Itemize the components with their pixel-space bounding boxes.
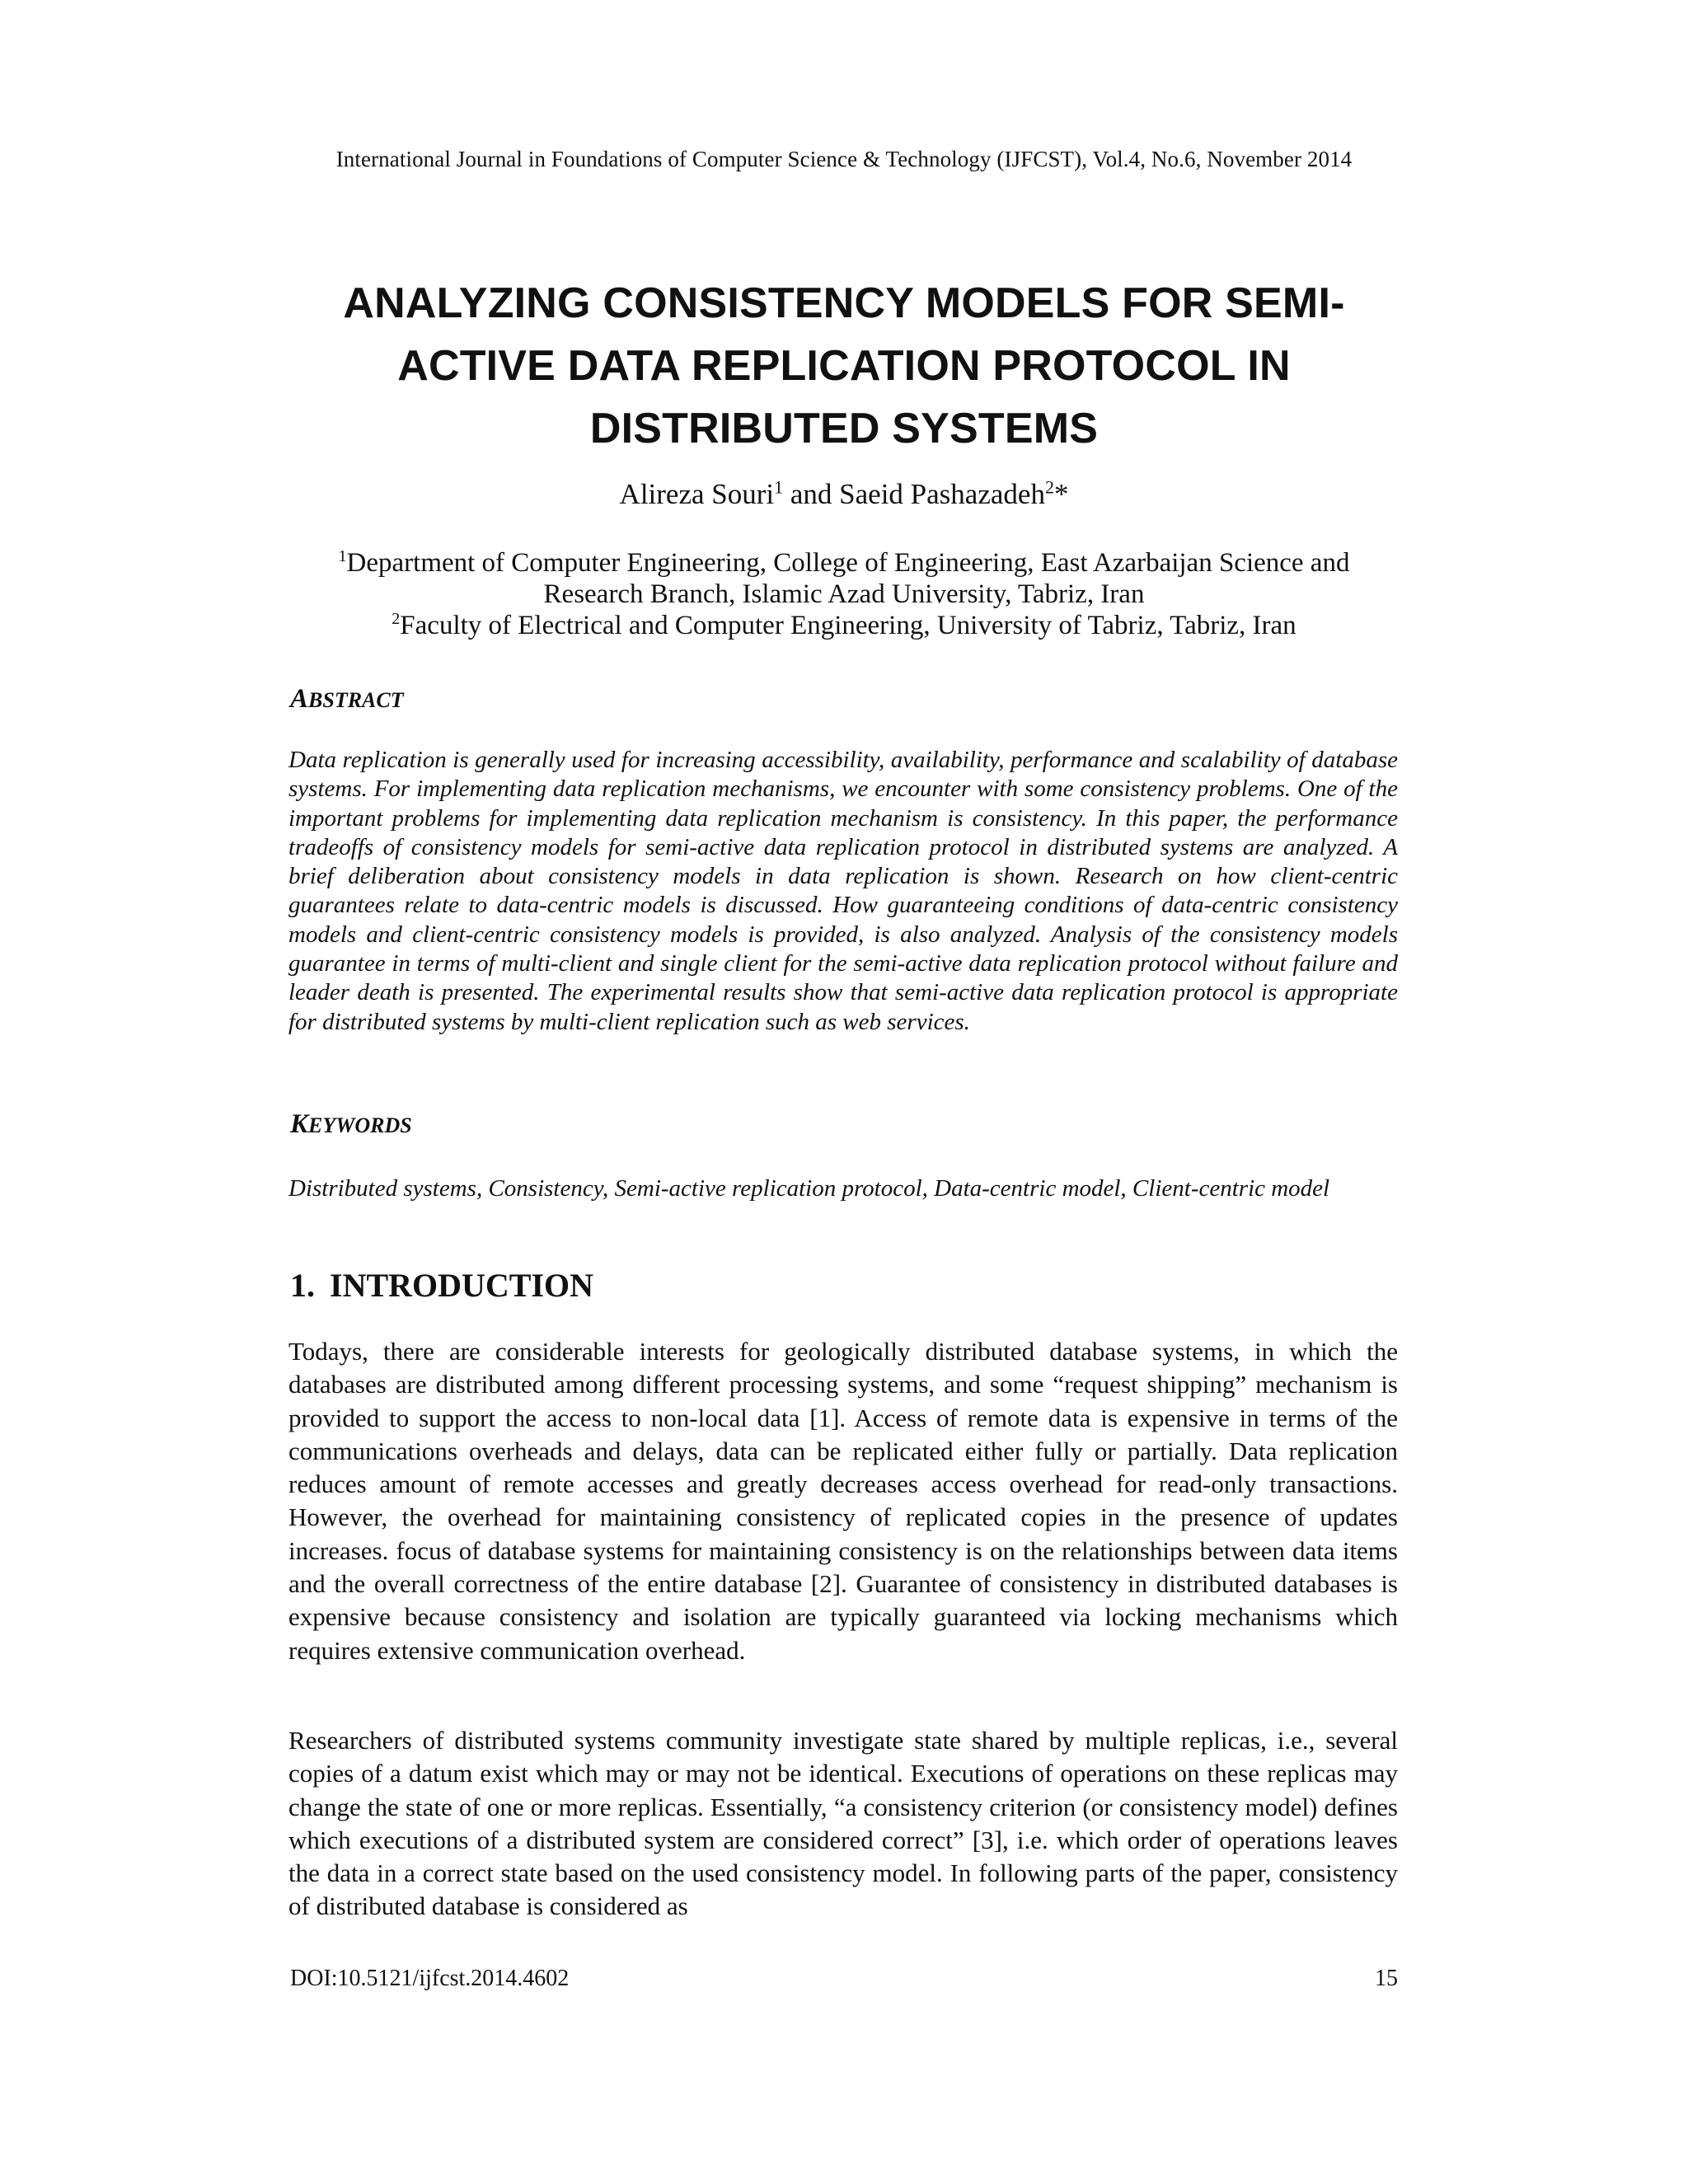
section-number: 1. — [290, 1267, 315, 1304]
author-name: Saeid Pashazadeh — [839, 478, 1045, 510]
affiliation-mark: 1 — [338, 547, 347, 565]
keywords-text: Distributed systems, Consistency, Semi-active replication protocol, Data-centric model, Client-centric model — [288, 1175, 1330, 1202]
affiliation-mark: 2 — [392, 610, 401, 628]
doi-footer: DOI:10.5121/ijfcst.2014.4602 — [290, 1966, 570, 1991]
heading-initial: K — [290, 1109, 309, 1139]
keywords-heading — [290, 1109, 412, 1140]
affiliation-1 — [0, 547, 1688, 579]
affiliation-text: Faculty of Electrical and Computer Engineering, University of Tabriz, Tabriz, Iran — [400, 611, 1296, 640]
abstract-heading — [290, 684, 404, 715]
affiliation-2 — [0, 610, 1688, 641]
paper-title — [0, 272, 1688, 460]
affiliation-mark: 2 — [1044, 476, 1054, 498]
author-name: Alireza Souri — [619, 478, 775, 510]
title-line-2: ACTIVE DATA REPLICATION PROTOCOL IN — [397, 342, 1291, 390]
affiliation-text: Department of Computer Engineering, College of Engineering, East Azarbaijan Science and — [346, 548, 1350, 578]
author-conjunction: and — [790, 478, 832, 510]
affiliation-list — [0, 547, 1688, 641]
heading-initial: A — [290, 684, 309, 714]
heading-rest: EYWORDS — [308, 1113, 412, 1137]
title-line-1: ANALYZING CONSISTENCY MODELS FOR SEMI- — [343, 279, 1345, 327]
running-header: International Journal in Foundations of Computer Science & Technology (IJFCST), Vol.4, No.6, November 2014 — [335, 147, 1353, 171]
introduction-paragraph-1: Todays, there are considerable interests for geologically distributed database systems, in which the databases are distributed among different processing systems, and some “request shipping” mechanism is provided to support the access to non-local data [1]. Access of remote data is expensive in terms of the communications overheads and delays, data can be replicated either fully or partially. Data replication reduces amount of remote accesses and greatly decreases access overhead for read-only transactions. However, the overhead for maintaining consistency of replicated copies in the presence of updates increases. focus of database systems for maintaining consistency is on the relationships between data items and the overall correctness of the entire database [2]. Guarantee of consistency in distributed databases is expensive because consistency and isolation are typically guaranteed via locking mechanisms which requires extensive communication overhead. — [288, 1337, 1398, 1665]
abstract-text: Data replication is generally used for increasing accessibility, availability, performance and scalability of database systems. For implementing data replication mechanisms, we encounter with some consistency problems. One of the important problems for implementing data replication mechanism is consistency. In this paper, the performance tradeoffs of consistency models for semi-active data replication protocol in distributed systems are analyzed. A brief deliberation about consistency models in data replication is shown. Research on how client-centric guarantees relate to data-centric models is discussed. How guaranteeing conditions of data-centric consistency models and client-centric consistency models is provided, is also analyzed. Analysis of the consistency models guarantee in terms of multi-client and single client for the semi-active data replication protocol without failure and leader death is presented. The experimental results show that semi-active data replication protocol is appropriate for distributed systems by multi-client replication such as web services. — [288, 747, 1398, 1035]
introduction-heading — [290, 1266, 593, 1305]
introduction-paragraph-2: Researchers of distributed systems community investigate state shared by multiple replicas, i.e., several copies of a datum exist which may or may not be identical. Executions of operations on these replicas may change the state of one or more replicas. Essentially, “a consistency criterion (or consistency model) defines which executions of a distributed system are considered correct” [3], i.e. which order of operations leaves the data in a correct state based on the used consistency model. In following parts of the paper, consistency of distributed database is considered as — [288, 1726, 1398, 1921]
section-title: INTRODUCTION — [330, 1267, 594, 1304]
affiliation-1-continued: Research Branch, Islamic Azad University, Tabriz, Iran — [543, 579, 1145, 609]
corresponding-author-mark: * — [1053, 478, 1069, 510]
affiliation-mark: 1 — [774, 476, 784, 498]
heading-rest: BSTRACT — [308, 688, 404, 712]
page-number: 15 — [1375, 1966, 1398, 1991]
author-list — [0, 478, 1688, 511]
title-line-3: DISTRIBUTED SYSTEMS — [589, 405, 1099, 452]
